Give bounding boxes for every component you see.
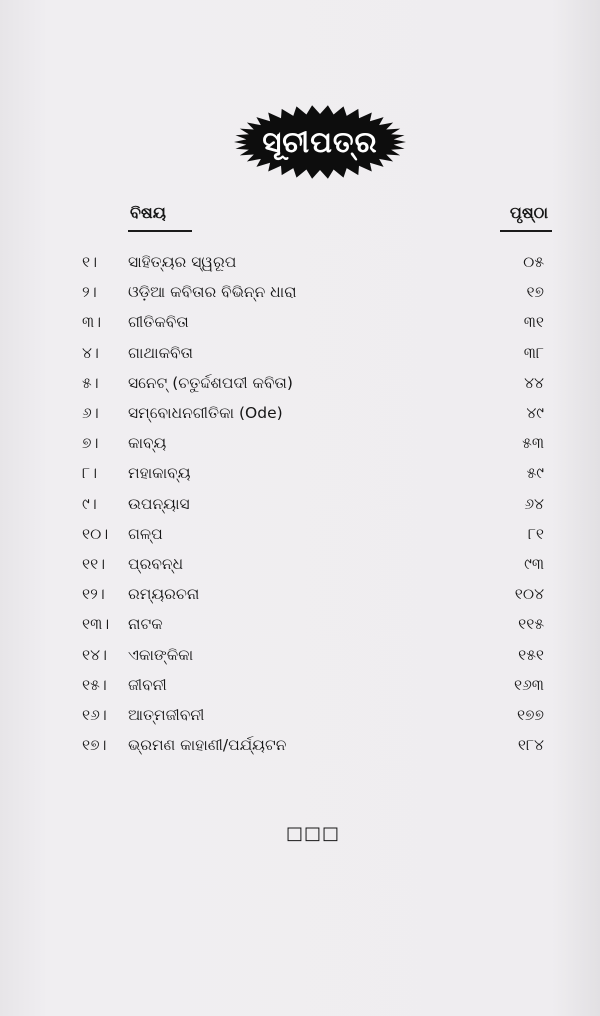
toc-entry-number: ୧୪। [82,645,107,664]
toc-entry-title: ଜୀବନୀ [128,675,167,694]
toc-entry-title: ଗାଥାକବିତା [128,343,193,362]
page-header-underline [500,230,552,232]
title-badge [232,104,408,180]
toc-entry-number: ୩। [82,313,102,332]
toc-row [0,404,600,430]
toc-entry-page: ୯୩ [524,555,544,573]
toc-entry-number: ୮। [82,464,98,483]
toc-entry-page: ୫୩ [522,434,544,453]
toc-entry-page: ୧୦୪ [514,585,544,604]
toc-entry-title: ଗଳ୍ପ [128,524,163,543]
toc-row [0,555,600,581]
toc-row [0,736,600,762]
toc-entry-page: ୧୮୪ [517,736,544,755]
toc-entry-number: ୪। [82,343,99,362]
toc-entry-number: ୧। [82,253,98,271]
toc-entry-page: ୩୧ [523,313,544,332]
toc-entry-page: ୮୧ [527,524,544,543]
toc-row [0,313,600,339]
toc-entry-title: ପ୍ରବନ୍ଧ [128,555,184,573]
toc-entry-number: ୯। [82,494,97,513]
subject-column-header: ବିଷୟ [130,203,166,222]
toc-entry-page: ୧୭୭ [516,706,544,724]
toc-entry-number: ୭। [82,434,99,453]
toc-entry-number: ୨। [82,283,97,302]
toc-row [0,525,600,551]
toc-entry-number: ୧୬। [82,706,107,724]
toc-row [0,374,600,400]
toc-row [0,464,600,490]
toc-entry-number: ୫। [82,373,99,392]
toc-row [0,495,600,521]
toc-row [0,585,600,611]
toc-entry-number: ୬। [82,404,99,422]
subject-header-underline [128,230,192,232]
toc-entry-page: ୧୭ [526,283,544,302]
toc-entry-page: ୪୪ [524,373,544,392]
toc-entry-number: ୧୫। [82,675,107,694]
toc-row [0,706,600,732]
toc-entry-title: ଓଡ଼ିଆ କବିତାର ବିଭିନ୍ନ ଧାରା [128,283,297,302]
toc-entry-title: କାବ୍ୟ [128,434,167,453]
toc-entry-page: ୧୬୩ [514,675,544,694]
toc-entry-title: ସନେଟ୍ (ଚତୁର୍ଦ୍ଦଶପଦୀ କବିତା) [128,373,293,392]
toc-entry-page: ୩୮ [523,343,544,362]
toc-row [0,646,600,672]
toc-entry-title: ଭ୍ରମଣ କାହାଣୀ/ପର୍ଯ୍ୟଟନ [128,736,287,755]
toc-entry-page: ୦୫ [523,253,544,271]
toc-entry-page: ୧୫୧ [518,645,544,664]
toc-entry-title: ସମ୍ବୋଧନଗୀତିକା (Ode) [128,404,283,422]
toc-row [0,615,600,641]
toc-entry-title: ଗୀତିକବିତା [128,313,189,332]
toc-row [0,344,600,370]
toc-entry-number: ୧୨। [82,585,105,604]
toc-entry-title: ମହାକାବ୍ୟ [128,464,191,483]
toc-row [0,676,600,702]
toc-entry-page: ୧୧୫ [518,615,544,634]
toc-entry-number: ୧୭। [82,736,107,755]
toc-entry-title: ରମ୍ୟରଚନା [128,585,200,604]
toc-entry-page: ୪୯ [526,404,544,422]
toc-entry-title: ଏକାଙ୍କିକା [128,645,194,664]
toc-entry-title: ଆତ୍ମଜୀବନୀ [128,706,205,724]
toc-entry-title: ସାହିତ୍ୟର ସ୍ୱରୂପ [128,253,237,271]
toc-row [0,283,600,309]
toc-entry-page: ୫୯ [526,464,544,483]
page-title: ସୂଚୀପତ୍ର [262,125,378,159]
end-mark: □□□ [286,823,341,844]
toc-entry-page: ୬୪ [524,494,544,513]
toc-entry-number: ୧୩। [82,615,110,634]
toc-row [0,253,600,279]
toc-entry-number: ୧୧। [82,555,106,573]
toc-entry-title: ନାଟକ [128,615,163,634]
page-column-header: ପୃଷ୍ଠା [509,203,548,222]
toc-row [0,434,600,460]
toc-entry-number: ୧୦। [82,524,109,543]
toc-entry-title: ଉପନ୍ୟାସ [128,494,190,513]
